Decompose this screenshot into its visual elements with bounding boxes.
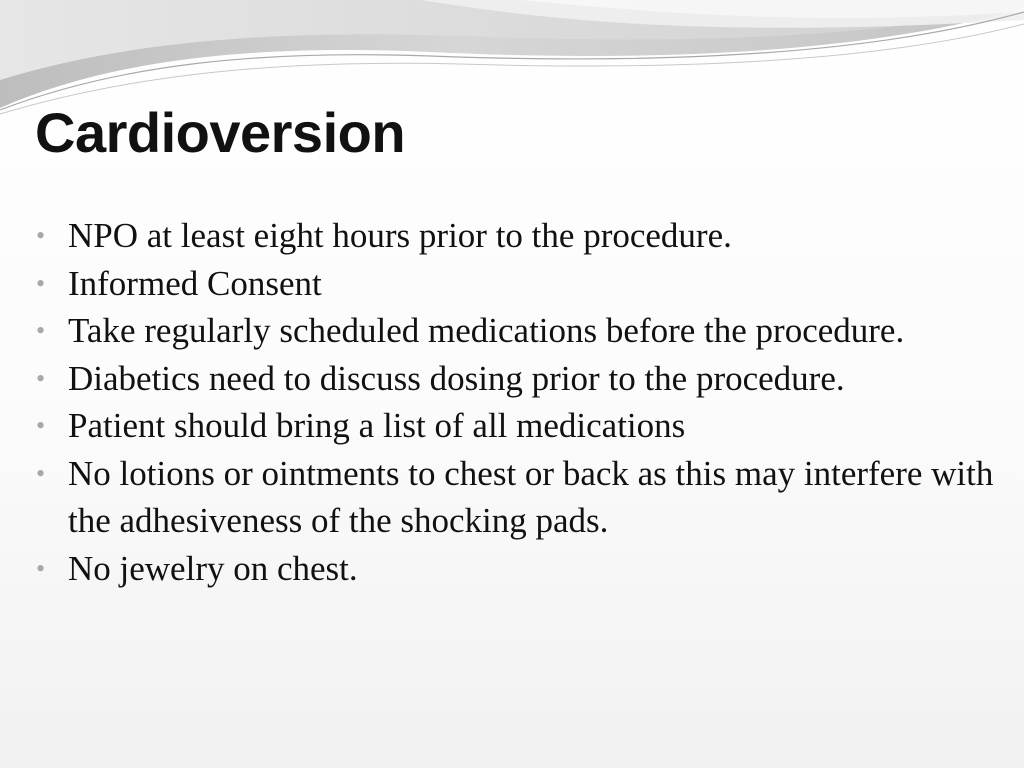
bullet-list [36,212,996,592]
bullet-dot-icon: • [36,316,46,345]
bullet-item [36,450,996,545]
bullet-text: Informed Consent [68,263,322,303]
bullet-dot-icon: • [36,458,46,488]
bullet-item [36,355,996,403]
bullet-item [36,307,996,355]
bullet-text: No lotions or ointments to chest or back as this may interfere with the adhesiveness of the shocking pads. [68,453,994,540]
bullet-text: Diabetics need to discuss dosing prior to the procedure. [68,358,845,398]
bullet-text: Take regularly scheduled medications before the procedure. [68,311,905,350]
bullet-item [36,212,996,260]
bullet-text: No jewelry on chest. [68,548,358,588]
slide-title: Cardioversion [35,101,406,164]
bullet-dot-icon: • [36,411,46,440]
bullet-dot-icon: • [36,553,46,583]
bullet-item [36,402,996,450]
bullet-dot-icon: • [36,363,46,393]
bullet-item [36,545,996,593]
bullet-text: Patient should bring a list of all medications [68,406,686,445]
bullet-dot-icon: • [36,221,46,250]
bullet-item [36,260,996,308]
bullet-text: NPO at least eight hours prior to the procedure. [68,216,732,255]
bullet-dot-icon: • [36,268,46,298]
